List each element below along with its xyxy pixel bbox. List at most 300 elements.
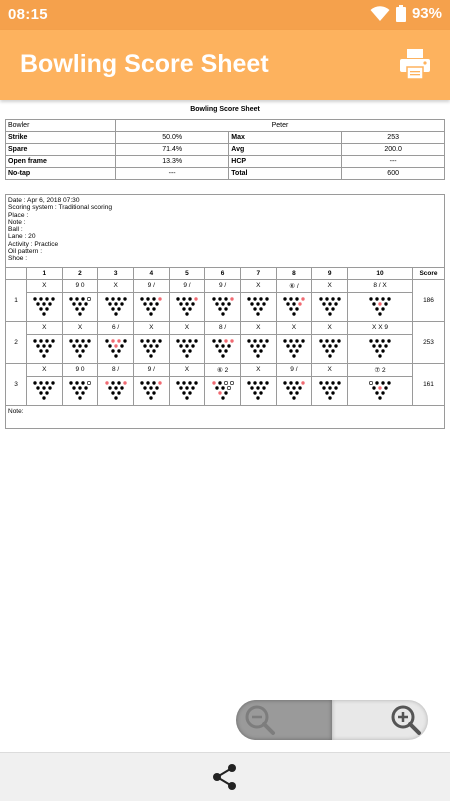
zoom-in-icon <box>390 704 422 736</box>
pin-6-standing <box>191 386 194 389</box>
pin-9-standing <box>381 297 384 300</box>
pin-diagram <box>283 339 305 358</box>
pin-diagram-cell <box>240 376 276 405</box>
pin-9-standing <box>260 381 263 384</box>
pin-9-standing <box>188 297 191 300</box>
pin-6-standing <box>156 386 159 389</box>
pin-7-standing <box>319 297 322 300</box>
frame-mark: 8 / <box>205 321 241 334</box>
pin-diagram-cell <box>27 376 63 405</box>
pin-9-standing <box>295 339 298 342</box>
pin-2-standing <box>375 391 378 394</box>
game-marks-row <box>6 363 445 376</box>
pin-8-standing <box>40 381 43 384</box>
pin-7-standing <box>69 339 72 342</box>
pin-8-standing <box>325 381 328 384</box>
pin-1-standing <box>114 354 117 357</box>
stat-value: 600 <box>342 168 445 180</box>
frame-mark: 8 / X <box>348 279 413 292</box>
info-shoe: Shoe : <box>8 255 28 263</box>
pin-7-standing <box>283 297 286 300</box>
pin-3-standing <box>46 349 49 352</box>
pin-8-standing <box>218 297 221 300</box>
pin-8-standing <box>40 339 43 342</box>
pin-3-standing <box>153 391 156 394</box>
pin-6-standing <box>49 344 52 347</box>
pin-diagram-cell <box>348 376 413 405</box>
frame-mark: X <box>312 321 348 334</box>
pin-diagram-cell <box>133 334 169 363</box>
pin-10-standing <box>387 297 390 300</box>
pin-7-standing <box>176 297 179 300</box>
pin-9-left <box>224 339 227 342</box>
frame-mark: ⑦ 2 <box>348 363 413 376</box>
pin-7-standing <box>34 381 37 384</box>
pin-7-standing <box>212 339 215 342</box>
pin-6-standing <box>84 386 87 389</box>
pin-9-standing <box>260 297 263 300</box>
frame-mark: 9 / <box>169 279 205 292</box>
stat-label: Avg <box>229 144 342 156</box>
pin-9-standing <box>331 381 334 384</box>
pin-3-standing <box>295 391 298 394</box>
stat-value: 200.0 <box>342 144 445 156</box>
bowler-label: Bowler <box>6 120 116 132</box>
frame-mark: X <box>27 321 63 334</box>
pin-diagram-cell <box>312 334 348 363</box>
frame-mark: X <box>312 279 348 292</box>
pin-diagram <box>283 297 305 316</box>
pin-7-standing <box>319 339 322 342</box>
bottom-bar <box>0 752 450 801</box>
pin-4-standing <box>322 302 325 305</box>
pin-2-standing <box>111 307 114 310</box>
pin-8-standing <box>289 297 292 300</box>
pin-6-standing <box>49 386 52 389</box>
pin-diagram <box>140 339 162 358</box>
stat-label: Max <box>229 132 342 144</box>
pin-5-standing <box>43 302 46 305</box>
pin-9-standing <box>295 381 298 384</box>
pin-10-left <box>194 297 197 300</box>
pin-1-standing <box>292 396 295 399</box>
pin-10-standing <box>337 297 340 300</box>
pin-3-standing <box>188 307 191 310</box>
pin-diagram <box>212 297 234 316</box>
pin-8-standing <box>375 381 378 384</box>
pin-4-standing <box>322 344 325 347</box>
pin-6-open <box>227 386 230 389</box>
pin-8-standing <box>375 339 378 342</box>
game-rows <box>6 279 445 405</box>
pin-2-standing <box>254 307 257 310</box>
frame-mark: X <box>276 321 312 334</box>
pin-4-standing <box>286 302 289 305</box>
pin-5-standing <box>257 344 260 347</box>
pin-diagram-cell <box>205 292 241 321</box>
pin-1-standing <box>150 354 153 357</box>
game-pins-row <box>6 376 445 405</box>
game-score: 161 <box>413 363 445 405</box>
pin-3-standing <box>188 349 191 352</box>
pin-9-standing <box>117 381 120 384</box>
pin-4-standing <box>215 386 218 389</box>
pin-8-standing <box>182 381 185 384</box>
status-icons <box>370 5 442 22</box>
pin-7-standing <box>34 297 37 300</box>
frame-header: 4 <box>133 267 169 279</box>
pin-1-standing <box>114 312 117 315</box>
pin-9-standing <box>46 339 49 342</box>
frame-mark: 9 / <box>205 279 241 292</box>
pin-9-standing <box>260 339 263 342</box>
pin-diagram-cell <box>133 376 169 405</box>
pin-1-standing <box>221 354 224 357</box>
pin-1-standing <box>378 312 381 315</box>
pin-2-standing <box>182 307 185 310</box>
frame-mark: X <box>312 363 348 376</box>
frame-header: 9 <box>312 267 348 279</box>
pin-1-standing <box>328 312 331 315</box>
pin-diagram-cell <box>27 292 63 321</box>
pin-4-standing <box>286 344 289 347</box>
pin-9-standing <box>153 339 156 342</box>
summary-row <box>6 168 445 180</box>
zoom-out-button[interactable] <box>236 700 332 740</box>
pin-8-left <box>111 339 114 342</box>
pin-8-standing <box>111 297 114 300</box>
frames-header-row <box>6 267 445 279</box>
pin-8-standing <box>40 297 43 300</box>
pin-2-standing <box>147 307 150 310</box>
pin-8-standing <box>147 339 150 342</box>
pin-2-standing <box>111 349 114 352</box>
pin-diagram-cell <box>62 292 98 321</box>
pin-7-standing <box>141 297 144 300</box>
pin-1-standing <box>78 396 81 399</box>
pin-6-standing <box>84 344 87 347</box>
pin-9-standing <box>188 381 191 384</box>
pin-6-standing <box>227 302 230 305</box>
pin-1-standing <box>378 354 381 357</box>
stat-value: 13.3% <box>116 156 229 168</box>
pin-3-standing <box>46 391 49 394</box>
pin-diagram-cell <box>98 292 134 321</box>
pin-7-standing <box>34 339 37 342</box>
pin-diagram <box>319 297 341 316</box>
pin-9-standing <box>117 297 120 300</box>
pin-10-standing <box>87 339 90 342</box>
pin-6-standing <box>191 344 194 347</box>
pin-diagram <box>140 381 162 400</box>
pin-diagram <box>369 339 391 358</box>
pin-7-standing <box>248 339 251 342</box>
pin-1-standing <box>185 396 188 399</box>
pin-diagram-cell <box>169 376 205 405</box>
pin-3-standing <box>117 391 120 394</box>
game-number: 1 <box>6 279 27 321</box>
pin-7-open <box>369 381 372 384</box>
pin-diagram-cell <box>98 334 134 363</box>
frame-mark: 9 / <box>133 279 169 292</box>
pin-8-standing <box>289 339 292 342</box>
pin-diagram <box>69 381 91 400</box>
pin-diagram-cell <box>169 292 205 321</box>
pin-diagram <box>369 381 391 400</box>
pin-diagram-cell <box>205 334 241 363</box>
pin-5-standing <box>328 302 331 305</box>
stat-value: --- <box>116 168 229 180</box>
pin-9-standing <box>81 339 84 342</box>
stat-label: HCP <box>229 156 342 168</box>
pin-1-standing <box>150 312 153 315</box>
pin-diagram-cell <box>312 292 348 321</box>
stat-label: Total <box>229 168 342 180</box>
game-score: 253 <box>413 321 445 363</box>
pin-5-standing <box>378 344 381 347</box>
pin-3-standing <box>224 307 227 310</box>
stat-value: 71.4% <box>116 144 229 156</box>
pin-2-standing <box>40 391 43 394</box>
pin-7-standing <box>105 297 108 300</box>
pin-diagram <box>369 297 391 316</box>
pin-8-standing <box>75 297 78 300</box>
pin-5-standing <box>114 386 117 389</box>
pin-1-standing <box>257 354 260 357</box>
pin-2-standing <box>325 307 328 310</box>
pin-4-standing <box>37 302 40 305</box>
frame-mark: 9 / <box>276 363 312 376</box>
pin-1-standing <box>378 396 381 399</box>
pin-4-standing <box>251 302 254 305</box>
pin-8-standing <box>147 297 150 300</box>
pin-5-standing <box>150 386 153 389</box>
pin-9-standing <box>295 297 298 300</box>
pin-6-standing <box>384 386 387 389</box>
pin-diagram <box>140 297 162 316</box>
printer-icon[interactable] <box>398 47 432 81</box>
game-info <box>5 194 445 267</box>
pin-diagram <box>176 339 198 358</box>
pin-10-standing <box>301 339 304 342</box>
pin-10-open <box>87 381 90 384</box>
share-icon[interactable] <box>212 763 238 791</box>
pin-10-left <box>301 381 304 384</box>
pin-9-standing <box>381 381 384 384</box>
pin-10-open <box>87 297 90 300</box>
pin-3-standing <box>224 391 227 394</box>
zoom-control <box>236 700 428 740</box>
pin-diagram <box>247 381 269 400</box>
pin-9-standing <box>153 297 156 300</box>
pin-6-standing <box>298 386 301 389</box>
pin-10-standing <box>123 339 126 342</box>
pin-9-left <box>117 339 120 342</box>
status-time: 08:15 <box>8 6 48 23</box>
pin-4-standing <box>215 344 218 347</box>
pin-3-standing <box>188 391 191 394</box>
pin-7-left <box>105 381 108 384</box>
pin-10-standing <box>52 381 55 384</box>
info-oil: Oil pattern : <box>8 248 43 256</box>
pin-10-standing <box>387 339 390 342</box>
pin-6-standing <box>334 344 337 347</box>
pin-5-standing <box>257 302 260 305</box>
pin-3-standing <box>117 307 120 310</box>
pin-4-standing <box>108 344 111 347</box>
pin-10-standing <box>194 381 197 384</box>
pin-3-standing <box>295 349 298 352</box>
pin-6-standing <box>120 302 123 305</box>
pin-1-standing <box>292 354 295 357</box>
pin-2-standing <box>325 349 328 352</box>
summary-row <box>6 132 445 144</box>
pin-2-standing <box>147 349 150 352</box>
sheet-title: Bowling Score Sheet <box>190 106 260 113</box>
battery-percent: 93% <box>411 5 442 22</box>
pin-diagram <box>69 297 91 316</box>
pin-7-standing <box>141 381 144 384</box>
frame-mark: X <box>98 279 134 292</box>
pin-5-standing <box>328 344 331 347</box>
frame-mark: X <box>240 279 276 292</box>
pin-1-standing <box>43 354 46 357</box>
pin-2-standing <box>289 391 292 394</box>
pin-3-standing <box>224 349 227 352</box>
pin-5-standing <box>292 302 295 305</box>
pin-diagram-cell <box>27 334 63 363</box>
pin-4-standing <box>251 386 254 389</box>
pin-3-standing <box>260 391 263 394</box>
pin-7-standing <box>141 339 144 342</box>
frame-header: 1 <box>27 267 63 279</box>
game-pins-row <box>6 334 445 363</box>
pin-5-standing <box>185 344 188 347</box>
game-number: 3 <box>6 363 27 405</box>
pin-6-standing <box>120 386 123 389</box>
pin-2-standing <box>182 349 185 352</box>
pin-diagram-cell <box>312 376 348 405</box>
pin-9-standing <box>224 297 227 300</box>
pin-9-open <box>224 381 227 384</box>
pin-6-standing <box>384 344 387 347</box>
pin-2-standing <box>182 391 185 394</box>
frame-mark: ⑥ 2 <box>205 363 241 376</box>
pin-diagram <box>212 381 234 400</box>
pin-10-left <box>230 297 233 300</box>
pin-4-standing <box>251 344 254 347</box>
pin-3-standing <box>46 307 49 310</box>
pin-diagram <box>247 297 269 316</box>
pin-3-standing <box>260 349 263 352</box>
pin-3-standing <box>295 307 298 310</box>
game-number-header <box>6 267 27 279</box>
pin-1-standing <box>292 312 295 315</box>
pin-1-standing <box>221 312 224 315</box>
pin-7-standing <box>369 339 372 342</box>
pin-4-standing <box>322 386 325 389</box>
pin-diagram <box>319 339 341 358</box>
pin-10-standing <box>337 339 340 342</box>
frame-mark: 9 / <box>133 363 169 376</box>
info-place: Place : <box>8 211 29 219</box>
pin-10-standing <box>194 339 197 342</box>
pin-diagram <box>69 339 91 358</box>
pin-diagram <box>176 297 198 316</box>
pin-1-standing <box>221 396 224 399</box>
frame-mark: X <box>169 363 205 376</box>
pin-10-left <box>230 339 233 342</box>
pin-7-standing <box>212 297 215 300</box>
pin-5-left <box>114 344 117 347</box>
pin-3-standing <box>260 307 263 310</box>
pin-3-standing <box>331 349 334 352</box>
pin-2-standing <box>254 349 257 352</box>
pin-10-standing <box>266 297 269 300</box>
pin-3-standing <box>331 391 334 394</box>
pin-9-standing <box>81 297 84 300</box>
pin-diagram <box>283 381 305 400</box>
frame-header: 8 <box>276 267 312 279</box>
pin-5-standing <box>292 386 295 389</box>
stat-label: Spare <box>6 144 116 156</box>
pin-6-standing <box>298 344 301 347</box>
pin-5-standing <box>114 302 117 305</box>
pin-10-left <box>123 381 126 384</box>
pin-6-standing <box>334 386 337 389</box>
pin-2-standing <box>111 391 114 394</box>
pin-8-standing <box>254 381 257 384</box>
pin-8-standing <box>375 297 378 300</box>
pin-4-standing <box>179 302 182 305</box>
info-lane: Lane : 20 <box>8 233 36 241</box>
pin-7-left <box>212 381 215 384</box>
pin-1-standing <box>185 354 188 357</box>
zoom-in-button[interactable] <box>332 700 428 740</box>
pin-4-standing <box>372 344 375 347</box>
pin-diagram-cell <box>98 376 134 405</box>
game-number: 2 <box>6 321 27 363</box>
pin-9-standing <box>331 297 334 300</box>
pin-diagram <box>105 297 127 316</box>
pin-4-standing <box>144 344 147 347</box>
battery-icon <box>396 5 406 22</box>
pin-5-standing <box>43 386 46 389</box>
pin-diagram-cell <box>133 292 169 321</box>
pin-4-standing <box>108 302 111 305</box>
frame-mark: 6 / <box>98 321 134 334</box>
pin-6-standing <box>334 302 337 305</box>
stat-label: No-tap <box>6 168 116 180</box>
pin-6-standing <box>263 344 266 347</box>
pin-1-standing <box>150 396 153 399</box>
info-date: Date : Apr 6, 2018 07:30 <box>8 197 80 204</box>
pin-5-standing <box>221 386 224 389</box>
pin-1-standing <box>43 396 46 399</box>
pin-5-standing <box>43 344 46 347</box>
pin-1-standing <box>78 354 81 357</box>
pin-8-standing <box>325 339 328 342</box>
pin-10-standing <box>52 297 55 300</box>
pin-4-standing <box>108 386 111 389</box>
pin-6-standing <box>263 386 266 389</box>
pin-1-standing <box>328 396 331 399</box>
pin-2-standing <box>147 391 150 394</box>
bowler-name: Peter <box>116 120 445 132</box>
pin-diagram <box>319 381 341 400</box>
frame-mark: X <box>27 279 63 292</box>
pin-diagram-cell <box>276 334 312 363</box>
